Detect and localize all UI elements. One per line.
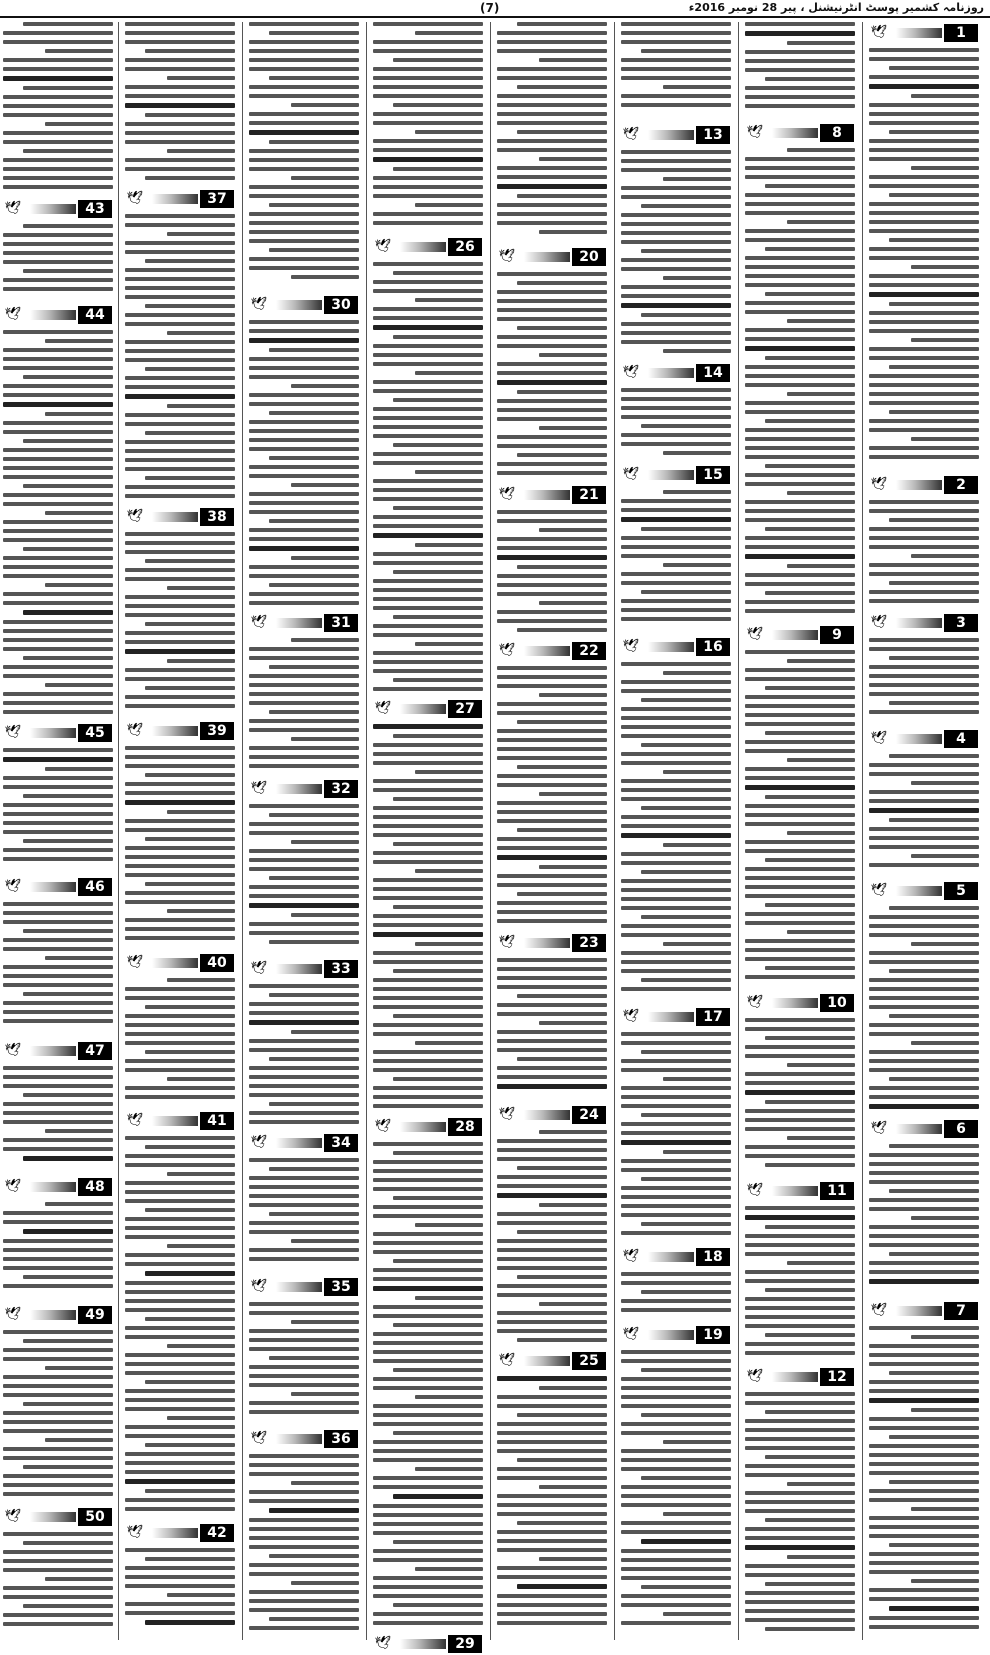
news-column: [620, 22, 732, 1640]
gradient-bar: [896, 886, 942, 896]
gradient-bar: [30, 882, 76, 892]
bird-icon: 🕊: [4, 1043, 22, 1058]
bird-icon: 🕊: [498, 935, 516, 950]
item-number: 2: [944, 476, 978, 494]
bird-icon: 🕊: [746, 1369, 764, 1384]
article-text: [497, 1130, 607, 1346]
item-number-badge: [868, 474, 980, 496]
item-number-badge: [124, 506, 236, 528]
item-number: 24: [572, 1106, 606, 1124]
item-number-badge: [2, 876, 114, 898]
bird-icon: 🕊: [126, 723, 144, 738]
article-text: [869, 638, 979, 724]
gradient-bar: [30, 204, 76, 214]
article-text: [3, 1532, 113, 1636]
gradient-bar: [772, 1186, 818, 1196]
article-text: [249, 638, 359, 774]
bird-icon: 🕊: [374, 701, 392, 716]
bird-icon: 🕊: [498, 249, 516, 264]
bird-icon: 🕊: [622, 365, 640, 380]
item-number-badge: [496, 484, 608, 506]
item-number-badge: [620, 464, 732, 486]
item-number-badge: [868, 880, 980, 902]
item-number-badge: [2, 198, 114, 220]
bird-icon: 🕊: [126, 509, 144, 524]
gradient-bar: [648, 368, 694, 378]
gradient-bar: [772, 128, 818, 138]
item-number: 20: [572, 248, 606, 266]
item-number-badge: [496, 640, 608, 662]
item-number: 45: [78, 724, 112, 742]
gradient-bar: [152, 194, 198, 204]
article-text: [249, 22, 359, 290]
article-text: [125, 978, 235, 1106]
item-number-badge: [868, 612, 980, 634]
item-number: 13: [696, 126, 730, 144]
article-text: [3, 1066, 113, 1172]
bird-icon: 🕊: [250, 1431, 268, 1446]
item-number-badge: [868, 22, 980, 44]
item-number: 44: [78, 306, 112, 324]
item-number: 42: [200, 1524, 234, 1542]
bird-icon: 🕊: [4, 1179, 22, 1194]
item-number-badge: [620, 636, 732, 658]
item-number: 28: [448, 1118, 482, 1136]
article-text: [745, 650, 855, 988]
gradient-bar: [524, 252, 570, 262]
bird-icon: 🕊: [622, 1009, 640, 1024]
item-number: 47: [78, 1042, 112, 1060]
gradient-bar: [524, 1356, 570, 1366]
gradient-bar: [648, 1012, 694, 1022]
gradient-bar: [896, 28, 942, 38]
article-text: [621, 1272, 731, 1320]
gradient-bar: [524, 1110, 570, 1120]
bird-icon: 🕊: [870, 25, 888, 40]
column-rule: [118, 22, 119, 1640]
news-column: [496, 22, 608, 1640]
gradient-bar: [276, 1434, 322, 1444]
gradient-bar: [648, 642, 694, 652]
bird-icon: 🕊: [4, 879, 22, 894]
article-text: [3, 22, 113, 194]
bird-icon: 🕊: [498, 1107, 516, 1122]
item-number: 39: [200, 722, 234, 740]
article-text: [249, 984, 359, 1128]
article-text: [373, 724, 483, 1112]
gradient-bar: [30, 1310, 76, 1320]
article-text: [621, 662, 731, 1002]
gradient-bar: [772, 998, 818, 1008]
article-text: [249, 320, 359, 608]
article-text: [3, 748, 113, 872]
gradient-bar: [896, 480, 942, 490]
item-number-badge: [2, 304, 114, 326]
article-text: [497, 272, 607, 480]
bird-icon: 🕊: [498, 487, 516, 502]
item-number: 1: [944, 24, 978, 42]
item-number-badge: [620, 1006, 732, 1028]
item-number: 4: [944, 730, 978, 748]
bird-icon: 🕊: [126, 1525, 144, 1540]
bird-icon: 🕊: [746, 627, 764, 642]
gradient-bar: [400, 242, 446, 252]
gradient-bar: [400, 1122, 446, 1132]
item-number: 33: [324, 960, 358, 978]
item-number: 5: [944, 882, 978, 900]
news-column: [744, 22, 856, 1640]
column-rule: [490, 22, 491, 1640]
item-number-badge: [248, 1132, 360, 1154]
gradient-bar: [152, 726, 198, 736]
article-text: [373, 1142, 483, 1629]
item-number-badge: [2, 1506, 114, 1528]
article-text: [497, 510, 607, 636]
gradient-bar: [648, 470, 694, 480]
article-text: [621, 1350, 731, 1636]
gradient-bar: [276, 784, 322, 794]
bird-icon: 🕊: [498, 643, 516, 658]
bird-icon: 🕊: [622, 639, 640, 654]
item-number: 36: [324, 1430, 358, 1448]
page-header: [0, 0, 990, 18]
gradient-bar: [648, 1252, 694, 1262]
item-number: 49: [78, 1306, 112, 1324]
item-number-badge: [2, 1040, 114, 1062]
bird-icon: 🕊: [374, 1119, 392, 1134]
gradient-bar: [276, 300, 322, 310]
article-text: [3, 1330, 113, 1502]
item-number: 41: [200, 1112, 234, 1130]
article-text: [125, 214, 235, 502]
item-number-badge: [248, 1276, 360, 1298]
article-text: [249, 1454, 359, 1636]
bird-icon: 🕊: [126, 191, 144, 206]
item-number: 40: [200, 954, 234, 972]
bird-icon: 🕊: [622, 127, 640, 142]
gradient-bar: [648, 1330, 694, 1340]
article-text: [869, 500, 979, 608]
bird-icon: 🕊: [374, 239, 392, 254]
news-column: [248, 22, 360, 1640]
item-number: 43: [78, 200, 112, 218]
bird-icon: 🕊: [126, 1113, 144, 1128]
item-number: 29: [448, 1635, 482, 1653]
column-rule: [614, 22, 615, 1640]
item-number-badge: [496, 932, 608, 954]
article-text: [249, 1302, 359, 1424]
item-number: 31: [324, 614, 358, 632]
item-number-badge: [496, 1350, 608, 1372]
gradient-bar: [524, 646, 570, 656]
page-number: (7): [480, 1, 500, 15]
gradient-bar: [772, 630, 818, 640]
item-number: 23: [572, 934, 606, 952]
gradient-bar: [276, 1138, 322, 1148]
gradient-bar: [400, 704, 446, 714]
item-number-badge: [744, 624, 856, 646]
column-rule: [366, 22, 367, 1640]
item-number-badge: [372, 236, 484, 258]
gradient-bar: [896, 734, 942, 744]
gradient-bar: [896, 618, 942, 628]
item-number-badge: [620, 1324, 732, 1346]
item-number: 26: [448, 238, 482, 256]
item-number: 12: [820, 1368, 854, 1386]
item-number: 35: [324, 1278, 358, 1296]
item-number: 34: [324, 1134, 358, 1152]
item-number-badge: [248, 958, 360, 980]
bird-icon: 🕊: [746, 125, 764, 140]
bird-icon: 🕊: [126, 955, 144, 970]
item-number-badge: [372, 1633, 484, 1655]
item-number: 16: [696, 638, 730, 656]
article-text: [3, 1202, 113, 1300]
item-number-badge: [2, 722, 114, 744]
item-number-badge: [868, 1300, 980, 1322]
gradient-bar: [524, 490, 570, 500]
bird-icon: 🕊: [622, 1327, 640, 1342]
bird-icon: 🕊: [250, 297, 268, 312]
bird-icon: 🕊: [498, 1353, 516, 1368]
bird-icon: 🕊: [250, 961, 268, 976]
gradient-bar: [152, 512, 198, 522]
article-text: [497, 958, 607, 1100]
item-number: 21: [572, 486, 606, 504]
gradient-bar: [896, 1306, 942, 1316]
gradient-bar: [276, 964, 322, 974]
gradient-bar: [30, 310, 76, 320]
item-number-badge: [248, 778, 360, 800]
article-text: [621, 22, 731, 120]
item-number-badge: [868, 1118, 980, 1140]
news-column: [372, 22, 484, 1652]
bird-icon: 🕊: [870, 883, 888, 898]
item-number-badge: [124, 1110, 236, 1132]
item-number-badge: [620, 1246, 732, 1268]
column-rule: [242, 22, 243, 1640]
bird-icon: 🕊: [870, 477, 888, 492]
bird-icon: 🕊: [870, 1121, 888, 1136]
item-number: 15: [696, 466, 730, 484]
article-text: [373, 22, 483, 232]
article-text: [621, 1032, 731, 1242]
gradient-bar: [524, 938, 570, 948]
article-text: [125, 532, 235, 716]
article-text: [125, 1136, 235, 1518]
news-column: [2, 22, 114, 1640]
gradient-bar: [400, 1639, 446, 1649]
article-text: [125, 22, 235, 184]
item-number: 11: [820, 1182, 854, 1200]
item-number-badge: [744, 1366, 856, 1388]
item-number-badge: [620, 124, 732, 146]
item-number: 14: [696, 364, 730, 382]
bird-icon: 🕊: [4, 307, 22, 322]
bird-icon: 🕊: [250, 781, 268, 796]
bird-icon: 🕊: [870, 1303, 888, 1318]
item-number: 48: [78, 1178, 112, 1196]
item-number: 9: [820, 626, 854, 644]
item-number: 17: [696, 1008, 730, 1026]
article-text: [745, 1206, 855, 1362]
gradient-bar: [30, 1512, 76, 1522]
item-number: 8: [820, 124, 854, 142]
article-text: [249, 804, 359, 954]
item-number-badge: [744, 122, 856, 144]
article-text: [745, 148, 855, 620]
article-text: [745, 1018, 855, 1176]
gradient-bar: [772, 1372, 818, 1382]
item-number: 25: [572, 1352, 606, 1370]
article-text: [869, 754, 979, 876]
article-text: [125, 1548, 235, 1636]
article-text: [745, 22, 855, 118]
item-number: 38: [200, 508, 234, 526]
gradient-bar: [896, 1124, 942, 1134]
article-text: [869, 1144, 979, 1296]
item-number-badge: [744, 992, 856, 1014]
item-number-badge: [496, 246, 608, 268]
article-text: [621, 388, 731, 460]
bird-icon: 🕊: [746, 995, 764, 1010]
item-number-badge: [744, 1180, 856, 1202]
item-number-badge: [248, 1428, 360, 1450]
article-text: [3, 330, 113, 718]
bird-icon: 🕊: [250, 1135, 268, 1150]
item-number: 37: [200, 190, 234, 208]
bird-icon: 🕊: [4, 1307, 22, 1322]
article-text: [497, 666, 607, 928]
bird-icon: 🕊: [622, 467, 640, 482]
bird-icon: 🕊: [870, 615, 888, 630]
item-number: 6: [944, 1120, 978, 1138]
item-number-badge: [372, 698, 484, 720]
item-number-badge: [2, 1304, 114, 1326]
gradient-bar: [30, 1182, 76, 1192]
item-number: 10: [820, 994, 854, 1012]
article-text: [621, 490, 731, 632]
item-number-badge: [868, 728, 980, 750]
bird-icon: 🕊: [622, 1249, 640, 1264]
bird-icon: 🕊: [250, 615, 268, 630]
news-column: [124, 22, 236, 1640]
article-text: [869, 1326, 979, 1636]
bird-icon: 🕊: [4, 725, 22, 740]
item-number-badge: [124, 188, 236, 210]
item-number-badge: [2, 1176, 114, 1198]
item-number-badge: [124, 1522, 236, 1544]
item-number: 7: [944, 1302, 978, 1320]
item-number-badge: [124, 952, 236, 974]
gradient-bar: [152, 1116, 198, 1126]
item-number: 19: [696, 1326, 730, 1344]
item-number-badge: [372, 1116, 484, 1138]
item-number: 18: [696, 1248, 730, 1266]
bird-icon: 🕊: [250, 1279, 268, 1294]
item-number: 22: [572, 642, 606, 660]
bird-icon: 🕊: [870, 731, 888, 746]
gradient-bar: [30, 1046, 76, 1056]
article-text: [3, 224, 113, 300]
gradient-bar: [276, 618, 322, 628]
column-rule: [862, 22, 863, 1640]
gradient-bar: [30, 728, 76, 738]
article-text: [3, 902, 113, 1036]
gradient-bar: [152, 958, 198, 968]
item-number: 30: [324, 296, 358, 314]
item-number-badge: [620, 362, 732, 384]
gradient-bar: [276, 1282, 322, 1292]
item-number-badge: [248, 612, 360, 634]
bird-icon: 🕊: [4, 201, 22, 216]
article-text: [745, 1392, 855, 1636]
bird-icon: 🕊: [374, 1636, 392, 1651]
article-text: [869, 48, 979, 470]
article-text: [125, 746, 235, 948]
item-number: 27: [448, 700, 482, 718]
item-number-badge: [248, 294, 360, 316]
gradient-bar: [152, 1528, 198, 1538]
gradient-bar: [648, 130, 694, 140]
bird-icon: 🕊: [746, 1183, 764, 1198]
item-number: 32: [324, 780, 358, 798]
column-rule: [738, 22, 739, 1640]
article-text: [621, 150, 731, 358]
item-number: 3: [944, 614, 978, 632]
bird-icon: 🕊: [4, 1509, 22, 1524]
article-text: [497, 1376, 607, 1636]
item-number-badge: [124, 720, 236, 742]
article-text: [497, 22, 607, 242]
item-number: 46: [78, 878, 112, 896]
item-number-badge: [496, 1104, 608, 1126]
article-text: [249, 1158, 359, 1272]
news-column: [868, 22, 980, 1640]
article-text: [373, 262, 483, 694]
article-text: [869, 906, 979, 1114]
item-number: 50: [78, 1508, 112, 1526]
dateline: روزنامہ کشمیر پوسٹ انٹرنیشنل ، پیر 28 نومبر 2016ء: [688, 1, 984, 14]
